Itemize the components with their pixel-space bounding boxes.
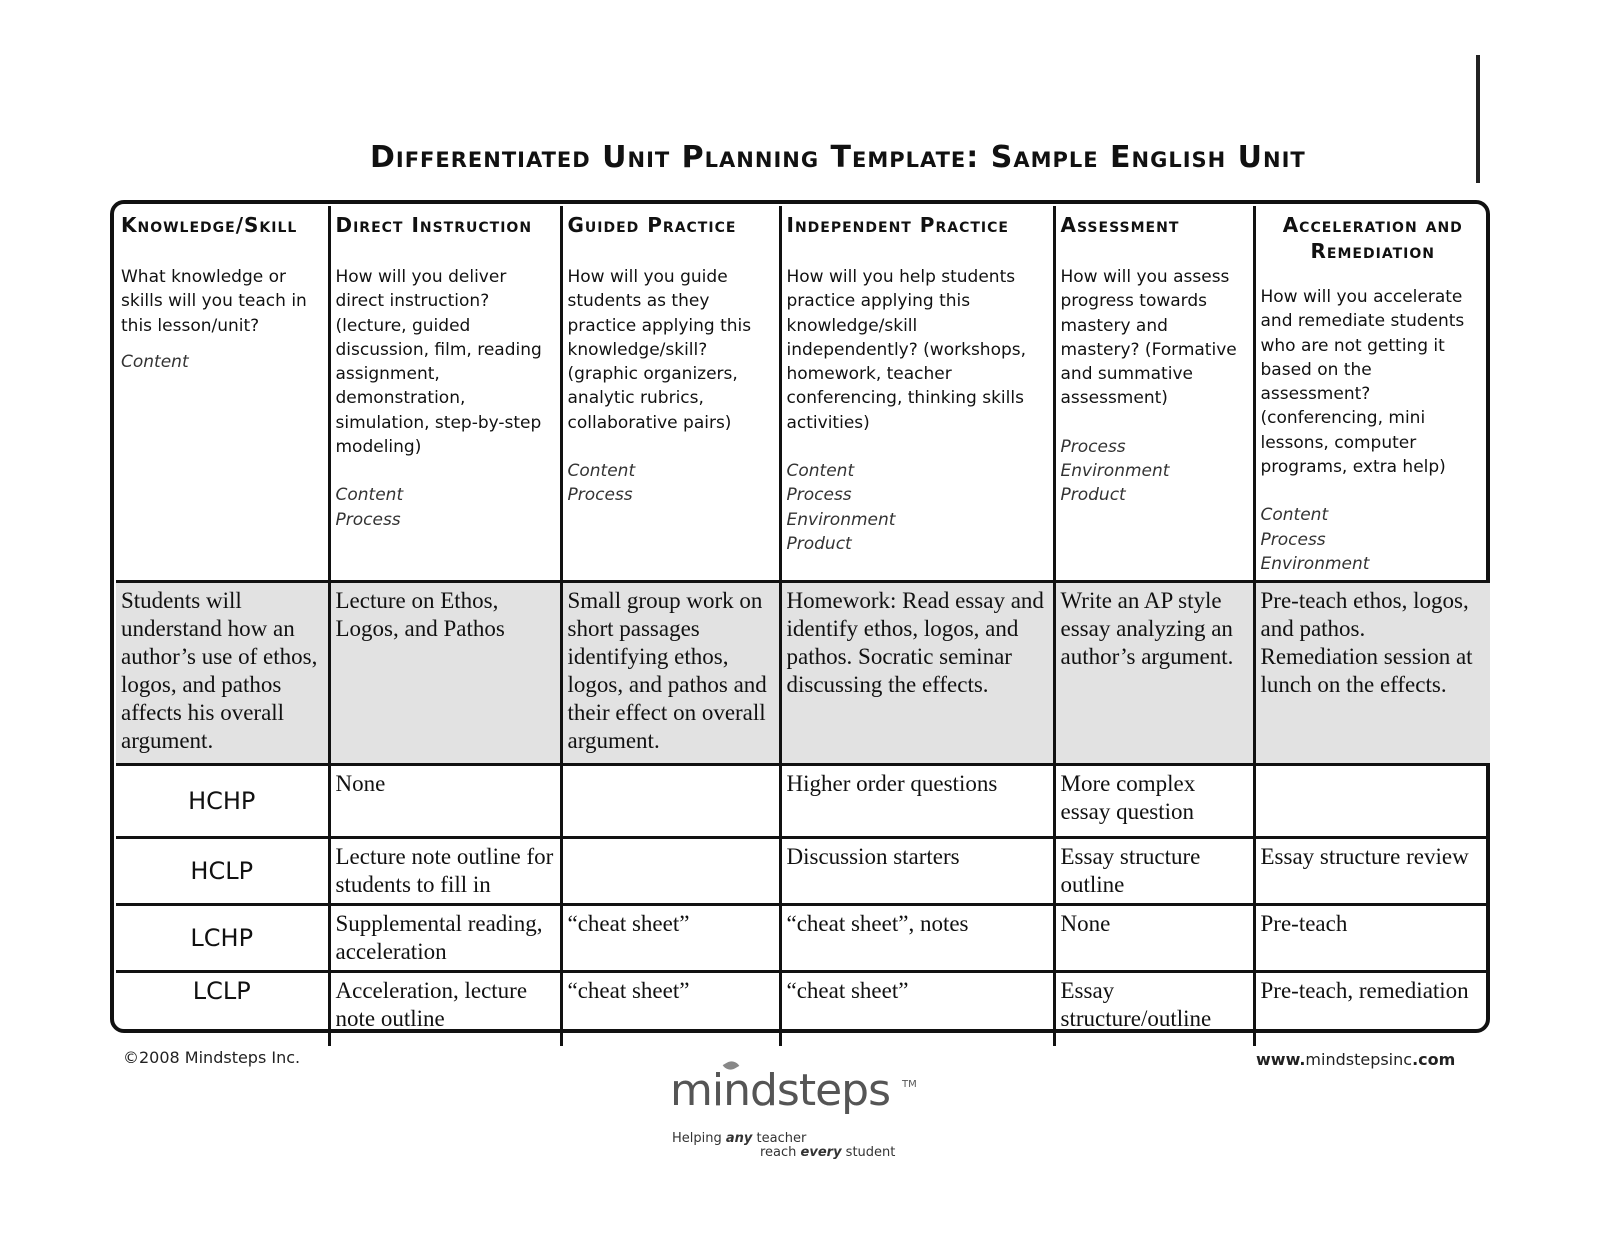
tag: Process <box>786 485 852 506</box>
tag: Environment <box>786 509 896 530</box>
header-tags <box>787 459 1048 556</box>
group-cell: Pre-teach <box>1254 905 1490 972</box>
header-title: Knowledge/Skill <box>121 213 298 237</box>
group-cell: Acceleration, lecture note outline <box>329 972 561 1046</box>
group-cell: “cheat sheet” <box>561 972 780 1046</box>
header-assessment <box>1054 206 1254 582</box>
group-cell: Essay structure/outline <box>1054 972 1254 1046</box>
group-row-hchp <box>116 765 1490 838</box>
tag: Content <box>335 485 404 506</box>
url-suffix: .com <box>1412 1050 1456 1069</box>
logo-tagline-line1 <box>672 1131 806 1146</box>
header-question: How will you guide students as they practice applying this knowledge/skill? (graphic organizers, analytic rubrics, collaborative pairs) <box>567 267 752 433</box>
website-url <box>1256 1050 1455 1069</box>
sample-cell: Small group work on short passages identifying ethos, logos, and pathos and their effect on overall argument. <box>561 582 780 765</box>
group-cell <box>1254 765 1490 838</box>
tag: Process <box>567 485 633 506</box>
header-row <box>116 206 1490 582</box>
url-prefix: www. <box>1256 1050 1306 1069</box>
header-question: How will you assess progress towards mastery and mastery? (Formative and summative assessment) <box>1060 267 1237 409</box>
header-question: How will you deliver direct instruction? (lecture, guided discussion, film, reading assignment, demonstration, simulation, step-by-step modeling) <box>335 267 542 458</box>
header-tags <box>568 459 774 508</box>
tagline-part: teacher <box>752 1131 807 1146</box>
planning-table <box>116 206 1490 1046</box>
header-independent-practice <box>780 206 1054 582</box>
logo-trademark: TM <box>902 1079 917 1090</box>
header-title: Assessment <box>1060 213 1180 237</box>
group-cell: Discussion starters <box>780 838 1054 905</box>
group-label: HCHP <box>116 765 329 838</box>
tag: Content <box>567 461 636 482</box>
group-label: LCHP <box>116 905 329 972</box>
header-tags <box>1061 435 1248 508</box>
mindsteps-logo <box>670 1065 920 1160</box>
sample-cell: Homework: Read essay and identify ethos, logos, and pathos. Socratic seminar discussing the effects. <box>780 582 1054 765</box>
group-cell: “cheat sheet” <box>561 905 780 972</box>
page-title: Differentiated Unit Planning Template: Sample English Unit <box>370 140 1306 175</box>
group-label: LCLP <box>116 972 329 1046</box>
logo-tagline-line2 <box>760 1145 895 1160</box>
header-question: How will you accelerate and remediate students who are not getting it based on the assessment? (conferencing, mini lessons, computer programs, extra help) <box>1260 287 1465 478</box>
group-cell: Supplemental reading, acceleration <box>329 905 561 972</box>
url-mid: mindstepsinc <box>1305 1050 1413 1069</box>
copyright: ©2008 Mindsteps Inc. <box>123 1048 301 1067</box>
group-cell <box>561 838 780 905</box>
tag: Environment <box>1260 553 1370 574</box>
sample-cell: Write an AP style essay analyzing an author’s argument. <box>1054 582 1254 765</box>
group-cell <box>561 765 780 838</box>
header-question: What knowledge or skills will you teach in this lesson/unit? <box>121 267 307 336</box>
tag: Content <box>1260 505 1329 526</box>
header-direct-instruction <box>329 206 561 582</box>
tagline-part: reach <box>760 1145 801 1160</box>
group-row-lclp <box>116 972 1490 1046</box>
group-cell: More complex essay question <box>1054 765 1254 838</box>
group-cell: Lecture note outline for students to fill in <box>329 838 561 905</box>
group-cell: None <box>329 765 561 838</box>
header-guided-practice <box>561 206 780 582</box>
tag: Process <box>1060 436 1126 457</box>
group-cell: “cheat sheet”, notes <box>780 905 1054 972</box>
header-title: Guided Practice <box>567 213 737 237</box>
tag: Process <box>335 509 401 530</box>
header-acceleration-remediation <box>1254 206 1490 582</box>
group-cell: Higher order questions <box>780 765 1054 838</box>
tag: Content <box>786 461 855 482</box>
tag: Process <box>1260 529 1326 550</box>
group-cell: Essay structure review <box>1254 838 1490 905</box>
group-cell: Essay structure outline <box>1054 838 1254 905</box>
sample-cell: Lecture on Ethos, Logos, and Pathos <box>329 582 561 765</box>
header-knowledge-skill <box>116 206 329 582</box>
header-tags <box>1261 503 1486 576</box>
tag: Environment <box>1060 461 1170 482</box>
header-tags <box>121 350 323 374</box>
header-question: How will you help students practice applying this knowledge/skill independently? (workshops, homework, teacher conferencing, thinking skills activities) <box>786 267 1027 433</box>
group-label: HCLP <box>116 838 329 905</box>
header-title: Independent Practice <box>786 213 1009 237</box>
logo-wordmark: mindsteps <box>670 1065 891 1116</box>
title-rule <box>1476 55 1480 183</box>
sample-cell: Students will understand how an author’s use of ethos, logos, and pathos affects his overall argument. <box>116 582 329 765</box>
tagline-emphasis: every <box>800 1145 842 1160</box>
group-row-hclp <box>116 838 1490 905</box>
header-title: Acceleration and Remediation <box>1282 213 1463 263</box>
tag: Content <box>121 351 189 372</box>
tag: Product <box>1060 485 1126 506</box>
group-row-lchp <box>116 905 1490 972</box>
tagline-part: Helping <box>672 1131 726 1146</box>
group-cell: “cheat sheet” <box>780 972 1054 1046</box>
tagline-emphasis: any <box>725 1131 753 1146</box>
header-title: Direct Instruction <box>335 213 533 237</box>
group-cell: None <box>1054 905 1254 972</box>
group-cell: Pre-teach, remediation <box>1254 972 1490 1046</box>
tag: Product <box>786 533 852 554</box>
header-tags <box>336 483 555 532</box>
sample-cell: Pre-teach ethos, logos, and pathos. Remediation session at lunch on the effects. <box>1254 582 1490 765</box>
sample-row <box>116 582 1490 765</box>
tagline-part: student <box>841 1145 896 1160</box>
